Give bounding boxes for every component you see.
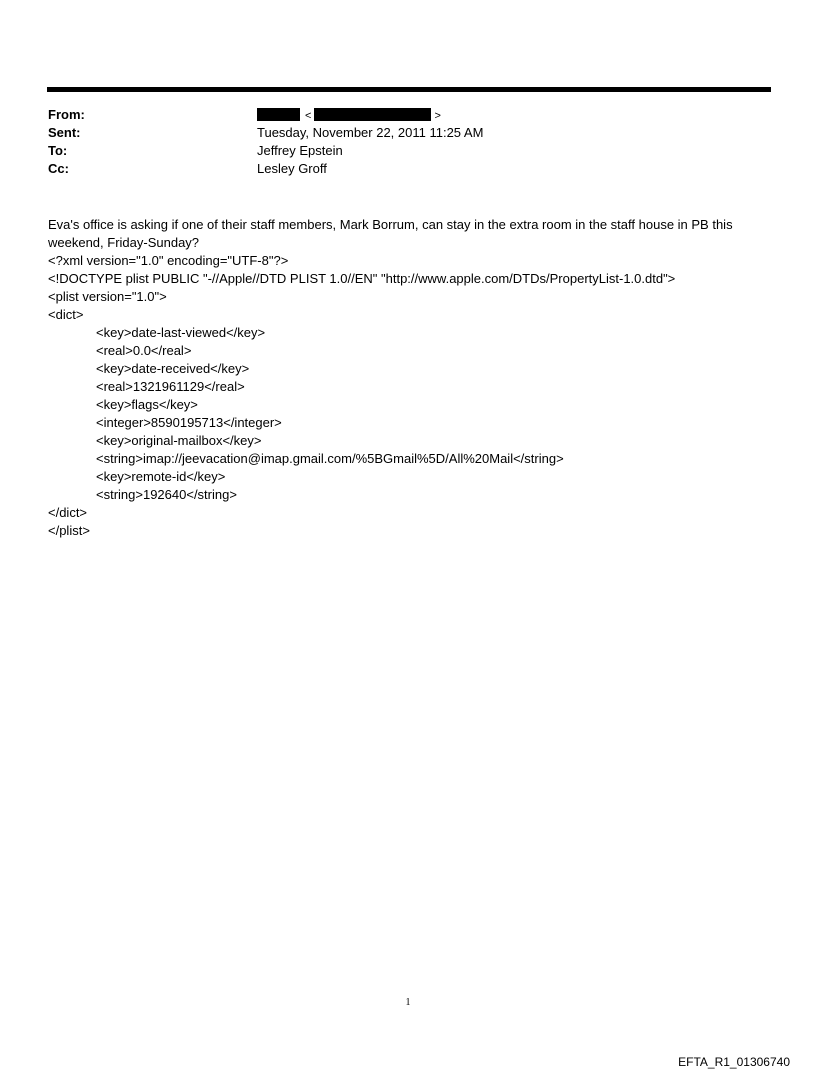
to-row xyxy=(48,142,768,160)
sent-row xyxy=(48,124,768,142)
plist-entry-line: <real>0.0</real> xyxy=(96,343,192,358)
plist-entry-line: <integer>8590195713</integer> xyxy=(96,415,282,430)
plist-close-line: </plist> xyxy=(48,523,90,538)
from-label: From: xyxy=(48,107,85,122)
message-text: Eva's office is asking if one of their staff members, Mark Borrum, can stay in the extra room in the staff house in PB this weekend, Friday-Sunday? xyxy=(48,217,733,250)
dict-open-line: <dict> xyxy=(48,307,84,322)
from-open-bracket: < xyxy=(305,109,312,122)
cc-label: Cc: xyxy=(48,161,69,176)
to-label: To: xyxy=(48,143,68,158)
from-value xyxy=(257,106,768,125)
redacted-sender-email xyxy=(314,108,431,121)
cc-value: Lesley Groff xyxy=(257,161,327,176)
plist-entry-line: <real>1321961129</real> xyxy=(96,379,245,394)
plist-entry-line: <key>original-mailbox</key> xyxy=(96,433,262,448)
sent-value: Tuesday, November 22, 2011 11:25 AM xyxy=(257,125,484,140)
redacted-sender-name xyxy=(257,108,300,121)
plist-open-line: <plist version="1.0"> xyxy=(48,289,167,304)
plist-entry-line: <string>192640</string> xyxy=(96,487,237,502)
header-rule xyxy=(47,87,771,92)
to-value: Jeffrey Epstein xyxy=(257,143,343,158)
xml-declaration-line: <?xml version="1.0" encoding="UTF-8"?> xyxy=(48,253,289,268)
plist-entry-line: <string>imap://jeevacation@imap.gmail.com/%5BGmail%5D/All%20Mail</string> xyxy=(96,451,564,466)
email-headers xyxy=(48,106,768,178)
plist-entry-line: <key>date-received</key> xyxy=(96,361,250,376)
plist-entry-line: <key>remote-id</key> xyxy=(96,469,226,484)
email-body xyxy=(48,216,772,540)
plist-entry-line: <key>date-last-viewed</key> xyxy=(96,325,266,340)
sent-label: Sent: xyxy=(48,125,81,140)
document-id: EFTA_R1_01306740 xyxy=(678,1055,790,1069)
page-number: 1 xyxy=(405,997,411,1008)
doctype-line: <!DOCTYPE plist PUBLIC "-//Apple//DTD PLIST 1.0//EN" "http://www.apple.com/DTDs/PropertyList-1.0.dtd"> xyxy=(48,271,676,286)
from-close-bracket: > xyxy=(434,109,441,122)
plist-entry-line: <key>flags</key> xyxy=(96,397,198,412)
cc-row xyxy=(48,160,768,178)
dict-close-line: </dict> xyxy=(48,505,88,520)
from-row xyxy=(48,106,768,124)
